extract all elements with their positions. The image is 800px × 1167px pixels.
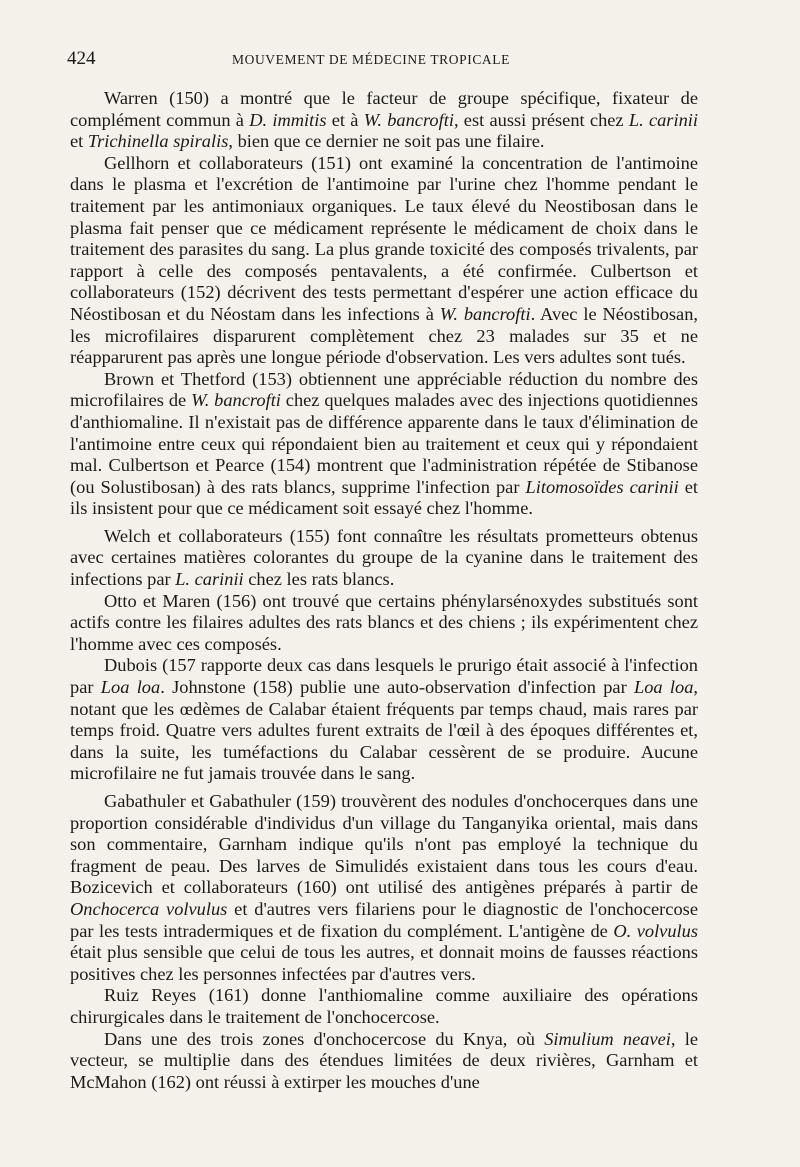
body-text xyxy=(70,88,698,1093)
species-name: O. volvulus xyxy=(613,920,698,941)
species-name: Simulium neavei xyxy=(544,1028,671,1049)
text-run: chez quelques malades avec des injections quotidiennes d'anthiomaline. Il n'existait pas de différence apparente dans le taux d'élimination de l'antimoine entre ceux qui répondaient bien au traitement et ceux qui y répondaient mal. Culbertson et Pearce (154) montrent que l'administration répétée de Stibanose (ou Solustibosan) à des rats blancs, supprime l'infection par xyxy=(70,390,699,497)
text-run: chez les rats blancs. xyxy=(243,569,395,590)
paragraph xyxy=(70,526,698,591)
text-run: , notant que les œdèmes de Calabar étaient fréquents par temps chaud, mais rares par temps froid. Quatre vers adultes furent extraits de l'œil à des époques différentes et, dans la suite, les tuméfactions du Calabar cessèrent de se produire. Aucune microfilaire ne fut jamais trouvée dans le sang. xyxy=(70,677,699,784)
text-run: Gellhorn et collaborateurs (151) ont examiné la concentration de l'antimoine dans le plasma et l'excrétion de l'antimoine par l'urine chez l'homme pendant le traitement par les antimoniaux organiques. Le taux élevé du Neostibosan dans le plasma fait penser que ce médicament représente le médicament de choix dans le traitement des parasites du sang. La plus grande toxicité des composés trivalents, par rapport à celle des composés pentavalents, a été confirmée. Culbertson et collaborateurs (152) décrivent des tests permettant d'espérer une action efficace du Néostibosan et du Néostam dans les infections à xyxy=(70,152,698,324)
text-run: et ils insistent pour que ce médicament soit essayé chez l'homme. xyxy=(70,476,698,519)
page-number: 424 xyxy=(67,48,96,69)
species-name: L. carinii xyxy=(628,109,698,130)
text-run: Gabathuler et Gabathuler (159) trouvèrent des nodules d'onchocerques dans une proportion considérable d'individus d'un village du Tanganyika oriental, mais dans son commentaire, Garnham indique qu'ils n'ont pas employé la technique du fragment de peau. Des larves de Simulidés existaient dans tous les cours d'eau. Bozicevich et collaborateurs (160) ont utilisé des antigènes préparés à partir de xyxy=(70,791,698,898)
paragraph xyxy=(70,591,698,656)
paragraph xyxy=(70,1029,698,1094)
text-run: et d'autres vers filariens pour le diagnostic de l'onchocercose par les tests intradermiques et de fixation du complément. L'antigène de xyxy=(70,898,698,941)
species-name: L. carinii xyxy=(175,569,244,590)
text-run: et xyxy=(70,131,88,152)
species-name: Loa loa xyxy=(633,677,694,698)
text-run: Warren (150) a montré que le facteur de groupe spécifique, fixateur de complément commun à xyxy=(70,88,698,130)
paragraph xyxy=(70,369,698,520)
species-name: Loa loa xyxy=(100,677,161,698)
text-run: . Avec le Néostibosan, les microfilaires disparurent complètement chez 23 malades sur 35 et ne réapparurent pas après une longue période d'observation. Les vers adultes sont tués. xyxy=(70,303,698,368)
paragraph xyxy=(70,985,698,1028)
text-run: , est aussi présent chez xyxy=(453,109,629,130)
text-run: Dubois (157 rapporte deux cas dans lesquels le prurigo était associé à l'infection par xyxy=(70,655,698,698)
text-run: Dans une des trois zones d'onchocercose du Knya, où xyxy=(104,1028,545,1049)
species-name: W. bancrofti xyxy=(363,109,454,130)
paragraph xyxy=(70,88,698,153)
text-run: , le vecteur, se multiplie dans des étendues limitées de deux rivières, Garnham et McMahon (162) ont réussi à extirper les mouches d'une xyxy=(70,1028,698,1092)
text-run: Welch et collaborateurs (155) font connaître les résultats prometteurs obtenus avec certaines matières colorantes du groupe de la cyanine dans le traitement des infections par xyxy=(70,525,698,590)
text-run: était plus sensible que celui de tous les autres, et donnait moins de fausses réactions positives chez les personnes infectées par d'autres vers. xyxy=(70,942,698,984)
text-run: . Johnstone (158) publie une auto-observation d'infection par xyxy=(160,677,634,698)
text-run: Brown et Thetford (153) obtiennent une appréciable réduction du nombre des microfilaires de xyxy=(70,368,698,411)
text-run: Ruiz Reyes (161) donne l'anthiomaline comme auxiliaire des opérations chirurgicales dans le traitement de l'onchocercose. xyxy=(70,985,698,1027)
species-name: Onchocerca volvulus xyxy=(70,898,228,919)
text-run: Otto et Maren (156) ont trouvé que certains phénylarsénoxydes substitués sont actifs contre les filaires adultes des rats blancs et des chiens ; ils expérimentent chez l'homme avec ces composés. xyxy=(70,590,698,654)
text-run: , bien que ce dernier ne soit pas une filaire. xyxy=(228,131,545,152)
text-run: et à xyxy=(326,109,364,130)
paragraph xyxy=(70,153,698,369)
species-name: D. immitis xyxy=(249,109,327,130)
species-name: W. bancrofti xyxy=(191,390,281,411)
species-name: Litomosoïdes carinii xyxy=(525,476,679,497)
species-name: W. bancrofti xyxy=(439,303,531,324)
species-name: Trichinella spiralis xyxy=(87,131,229,152)
page-header xyxy=(67,48,690,72)
running-head: MOUVEMENT DE MÉDECINE TROPICALE xyxy=(232,52,510,67)
paragraph xyxy=(70,791,698,985)
paragraph xyxy=(70,655,698,785)
